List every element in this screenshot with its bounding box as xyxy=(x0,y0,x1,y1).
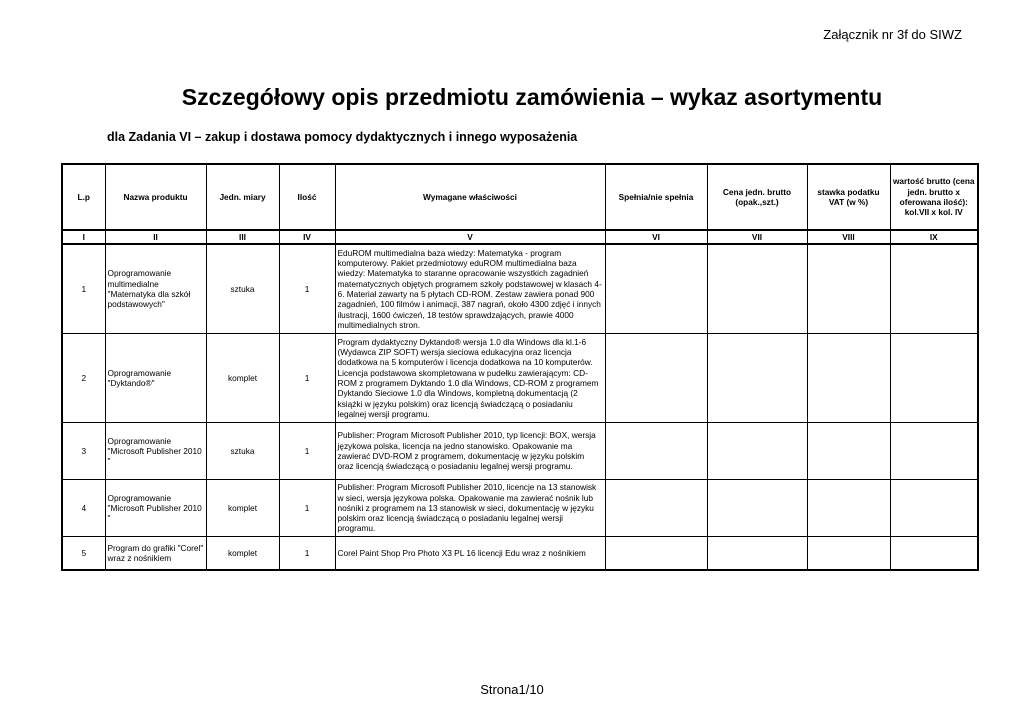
gross-value-cell[interactable] xyxy=(890,244,978,334)
unit-of-measure: komplet xyxy=(206,480,279,537)
column-number: IX xyxy=(890,230,978,244)
quantity: 1 xyxy=(279,423,335,480)
assortment-table xyxy=(61,163,979,571)
product-name: Oprogramowanie "Dyktando®" xyxy=(105,334,206,423)
table-row xyxy=(62,537,978,571)
compliance-cell[interactable] xyxy=(605,537,707,571)
gross-value-cell[interactable] xyxy=(890,537,978,571)
vat-rate-cell[interactable] xyxy=(807,334,890,423)
unit-price-cell[interactable] xyxy=(707,244,807,334)
gross-value-cell[interactable] xyxy=(890,334,978,423)
row-number: 1 xyxy=(62,244,105,334)
row-number: 2 xyxy=(62,334,105,423)
required-properties: Publisher: Program Microsoft Publisher 2010, typ licencji: BOX, wersja językowa polska, licencja na jedno stanowisko. Opakowanie ma zawierać DVD-ROM z programem, dokumentację w języku polskim oraz licencją świadczącą o posiadaniu legalnej wersji programu. xyxy=(335,423,605,480)
page-subtitle: dla Zadania VI – zakup i dostawa pomocy dydaktycznych i innego wyposażenia xyxy=(107,130,578,144)
required-properties: Program dydaktyczny Dyktando® wersja 1.0 dla Windows dla kl.1-6 (Wydawca ZIP SOFT) wersja sieciowa edukacyjna oraz licencja dodatkowa na 5 komputerów i licencja dodatkowa na 10 komputerów. Licencja podstawowa skompletowana w pudełku zawierającym: CD-ROM z programem Dyktando 1.0 dla Windows, CD-ROM z programem Dyktando Sieciowe 1.0 dla Windows, kompletną dokumentacją (2 książki w języku polskim) oraz licencją świadczącą o posiadaniu legalnej wersji programu. xyxy=(335,334,605,423)
column-header: Cena jedn. brutto (opak.,szt.) xyxy=(707,164,807,230)
required-properties: Corel Paint Shop Pro Photo X3 PL 16 licencji Edu wraz z nośnikiem xyxy=(335,537,605,571)
unit-price-cell[interactable] xyxy=(707,537,807,571)
product-name: Program do grafiki "Corel" wraz z nośnikiem xyxy=(105,537,206,571)
column-header: Ilość xyxy=(279,164,335,230)
required-properties: EduROM multimedialna baza wiedzy: Matematyka - program komputerowy. Pakiet przedmiotowy eduROM multimedialna baza wiedzy: Matematyka to staranne opracowanie wszystkich zagadnień matematycznych objętych programem szkoły podstawowej w klasach 4-6. Materiał zawarty na 5 płytach CD-ROM. Zestaw zawiera ponad 900 zagadnień, 100 filmów i animacji, 387 nagrań, około 4300 zdjęć i innych ilustracji, 1600 ćwiczeń, 18 testów sprawdzających, prawie 4000 multimedialnych stron. xyxy=(335,244,605,334)
vat-rate-cell[interactable] xyxy=(807,537,890,571)
vat-rate-cell[interactable] xyxy=(807,423,890,480)
table-header-row xyxy=(62,164,978,230)
column-number: VI xyxy=(605,230,707,244)
required-properties: Publisher: Program Microsoft Publisher 2010, licencje na 13 stanowisk w sieci, wersja językowa polska. Opakowanie ma zawierać nośnik lub nośniki z programem na 13 stanowisk w sieci, dokumentację w języku polskim oraz licencją świadczącą o posiadaniu legalnej wersji programu. xyxy=(335,480,605,537)
row-number: 5 xyxy=(62,537,105,571)
gross-value-cell[interactable] xyxy=(890,480,978,537)
row-number: 4 xyxy=(62,480,105,537)
unit-of-measure: komplet xyxy=(206,334,279,423)
unit-price-cell[interactable] xyxy=(707,423,807,480)
column-header: L.p xyxy=(62,164,105,230)
column-number: III xyxy=(206,230,279,244)
compliance-cell[interactable] xyxy=(605,423,707,480)
unit-price-cell[interactable] xyxy=(707,334,807,423)
column-header: Spełnia/nie spełnia xyxy=(605,164,707,230)
column-number: II xyxy=(105,230,206,244)
compliance-cell[interactable] xyxy=(605,334,707,423)
table-row xyxy=(62,423,978,480)
compliance-cell[interactable] xyxy=(605,480,707,537)
product-name: Oprogramowanie "Microsoft Publisher 2010 " xyxy=(105,480,206,537)
page-number: Strona1/10 xyxy=(480,682,544,697)
column-header: stawka podatku VAT (w %) xyxy=(807,164,890,230)
unit-of-measure: komplet xyxy=(206,537,279,571)
column-header: Wymagane właściwości xyxy=(335,164,605,230)
row-number: 3 xyxy=(62,423,105,480)
table-row xyxy=(62,244,978,334)
column-header: wartość brutto (cena jedn. brutto x oferowana ilość): kol.VII x kol. IV xyxy=(890,164,978,230)
product-name: Oprogramowanie "Microsoft Publisher 2010 " xyxy=(105,423,206,480)
product-name: Oprogramowanie multimedialne "Matematyka dla szkół podstawowych" xyxy=(105,244,206,334)
page-title: Szczegółowy opis przedmiotu zamówienia – wykaz asortymentu xyxy=(181,84,883,110)
table-row xyxy=(62,334,978,423)
column-header: Jedn. miary xyxy=(206,164,279,230)
column-number: VIII xyxy=(807,230,890,244)
gross-value-cell[interactable] xyxy=(890,423,978,480)
table-row xyxy=(62,480,978,537)
column-number-row xyxy=(62,230,978,244)
compliance-cell[interactable] xyxy=(605,244,707,334)
column-number: IV xyxy=(279,230,335,244)
annex-label: Załącznik nr 3f do SIWZ xyxy=(823,27,962,42)
quantity: 1 xyxy=(279,334,335,423)
vat-rate-cell[interactable] xyxy=(807,480,890,537)
vat-rate-cell[interactable] xyxy=(807,244,890,334)
unit-price-cell[interactable] xyxy=(707,480,807,537)
column-number: I xyxy=(62,230,105,244)
unit-of-measure: sztuka xyxy=(206,423,279,480)
column-number: V xyxy=(335,230,605,244)
quantity: 1 xyxy=(279,480,335,537)
quantity: 1 xyxy=(279,537,335,571)
quantity: 1 xyxy=(279,244,335,334)
unit-of-measure: sztuka xyxy=(206,244,279,334)
column-number: VII xyxy=(707,230,807,244)
column-header: Nazwa produktu xyxy=(105,164,206,230)
